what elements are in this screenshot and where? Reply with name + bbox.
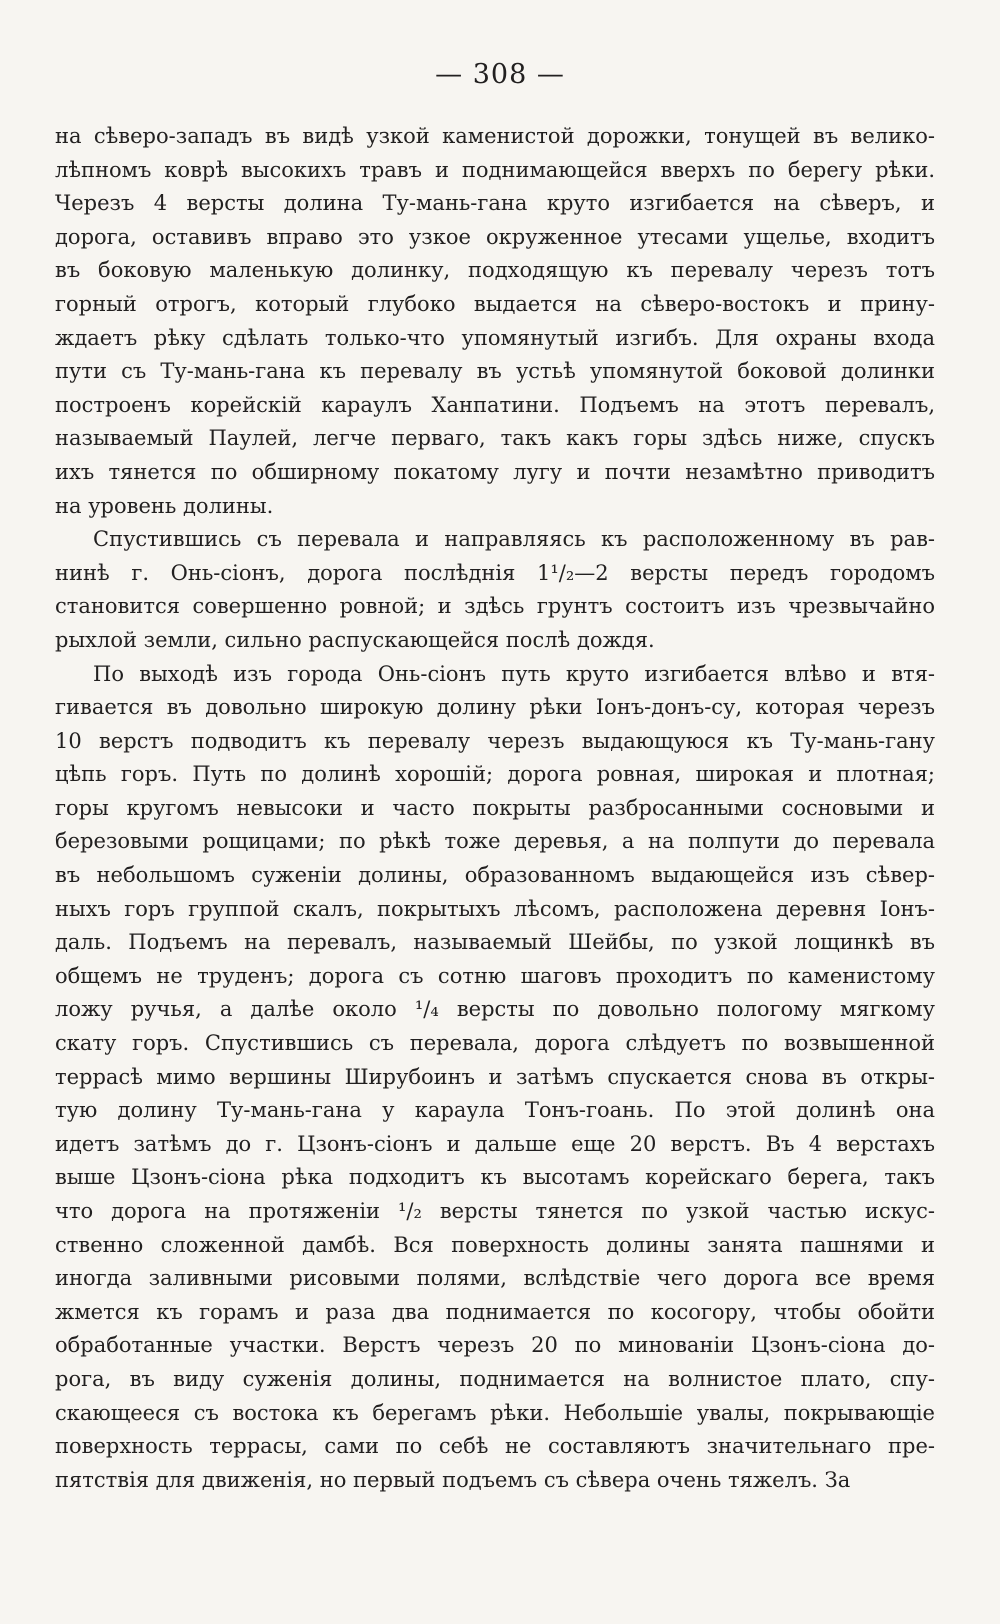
text-line: Черезъ 4 версты долина Ту-мань-гана круто изгибается на сѣверъ, и <box>55 191 935 216</box>
text-line: нинѣ г. Онь-сіонъ, дорога послѣднія 1¹/₂—2 версты передъ городомъ <box>55 560 935 585</box>
text-line: обработанные участки. Верстъ черезъ 20 по минованіи Цзонъ-сіона до- <box>55 1333 935 1358</box>
text-line: березовыми рощицами; по рѣкѣ тоже деревья, а на полпути до перевала <box>55 829 935 854</box>
text-line: дорога, оставивъ вправо это узкое окруженное утесами ущелье, входитъ <box>55 224 935 249</box>
paragraph <box>55 658 935 1498</box>
body-text <box>55 120 935 1497</box>
text-line: ственно сложенной дамбѣ. Вся поверхность долины занята пашнями и <box>55 1232 935 1257</box>
text-line: пятствія для движенія, но первый подъемъ съ сѣвера очень тяжелъ. За <box>55 1467 851 1492</box>
text-line: жмется къ горамъ и раза два поднимается по косогору, чтобы обойти <box>55 1299 935 1324</box>
text-line: рыхлой земли, сильно распускающейся послѣ дождя. <box>55 627 655 652</box>
text-line: 10 верстъ подводитъ къ перевалу черезъ выдающуюся къ Ту-мань-гану <box>55 728 935 753</box>
text-line: даль. Подъемъ на перевалъ, называемый Шейбы, по узкой лощинкѣ въ <box>55 930 935 955</box>
text-line: въ небольшомъ суженіи долины, образованномъ выдающейся изъ сѣвер- <box>55 863 935 888</box>
text-line: лѣпномъ коврѣ высокихъ травъ и поднимающейся вверхъ по берегу рѣки. <box>55 157 935 182</box>
text-line: скату горъ. Спустившись съ перевала, дорога слѣдуетъ по возвышенной <box>55 1031 935 1056</box>
text-line: скающееся съ востока къ берегамъ рѣки. Небольшіе увалы, покрывающіе <box>55 1400 935 1425</box>
text-line: становится совершенно ровной; и здѣсь грунтъ состоитъ изъ чрезвычайно <box>55 594 935 619</box>
text-line: что дорога на протяженіи ¹/₂ версты тянется по узкой частью искус- <box>55 1199 935 1223</box>
text-line: гивается въ довольно широкую долину рѣки Іонъ-донъ-су, которая черезъ <box>55 695 935 720</box>
text-line: въ боковую маленькую долинку, подходящую къ перевалу черезъ тотъ <box>55 258 935 283</box>
text-line: ихъ тянется по обширному покатому лугу и почти незамѣтно приводитъ <box>55 459 935 484</box>
text-line: террасѣ мимо вершины Ширубоинъ и затѣмъ спускается снова въ откры- <box>55 1064 935 1089</box>
paragraph <box>55 120 935 523</box>
text-line: построенъ корейскій караулъ Ханпатини. Подъемъ на этотъ перевалъ, <box>55 392 935 417</box>
text-line: называемый Паулей, легче перваго, такъ какъ горы здѣсь ниже, спускъ <box>55 426 935 451</box>
text-line: ныхъ горъ группой скалъ, покрытыхъ лѣсомъ, расположена деревня Іонъ- <box>55 896 935 921</box>
text-line: идетъ затѣмъ до г. Цзонъ-сіонъ и дальше еще 20 верстъ. Въ 4 верстахъ <box>55 1131 935 1156</box>
text-line: рога, въ виду суженія долины, поднимается на волнистое плато, спу- <box>55 1366 935 1391</box>
text-line: ждаетъ рѣку сдѣлать только-что упомянутый изгибъ. Для охраны входа <box>55 325 935 350</box>
text-line: выше Цзонъ-сіона рѣка подходитъ къ высотамъ корейскаго берега, такъ <box>55 1165 935 1190</box>
text-line: ложу ручья, а далѣе около ¹/₄ версты по довольно пологому мягкому <box>55 997 935 1022</box>
page-number: — 308 — <box>435 59 565 90</box>
text-line: По выходѣ изъ города Онь-сіонъ путь круто изгибается влѣво и втя- <box>93 661 935 686</box>
text-line: на уровень долины. <box>55 493 274 518</box>
text-line: горы кругомъ невысоки и часто покрыты разбросанными сосновыми и <box>55 795 935 820</box>
paragraph <box>55 523 935 657</box>
text-line: цѣпь горъ. Путь по долинѣ хорошій; дорога ровная, широкая и плотная; <box>55 762 935 787</box>
text-line: пути съ Ту-мань-гана къ перевалу въ устьѣ упомянутой боковой долинки <box>55 359 935 384</box>
text-line: на сѣверо-западъ въ видѣ узкой каменистой дорожки, тонущей въ велико- <box>55 124 935 148</box>
text-line: горный отрогъ, который глубоко выдается на сѣверо-востокъ и прину- <box>55 291 935 316</box>
text-line: поверхность террасы, сами по себѣ не составляютъ значительнаго пре- <box>55 1434 935 1459</box>
text-line: тую долину Ту-мань-гана у караула Тонъ-гоань. По этой долинѣ она <box>55 1098 935 1123</box>
text-line: Спустившись съ перевала и направляясь къ расположенному въ рав- <box>93 527 935 552</box>
text-line: общемъ не труденъ; дорога съ сотню шаговъ проходитъ по каменистому <box>55 963 935 988</box>
text-line: иногда заливными рисовыми полями, вслѣдствіе чего дорога все время <box>55 1266 935 1291</box>
